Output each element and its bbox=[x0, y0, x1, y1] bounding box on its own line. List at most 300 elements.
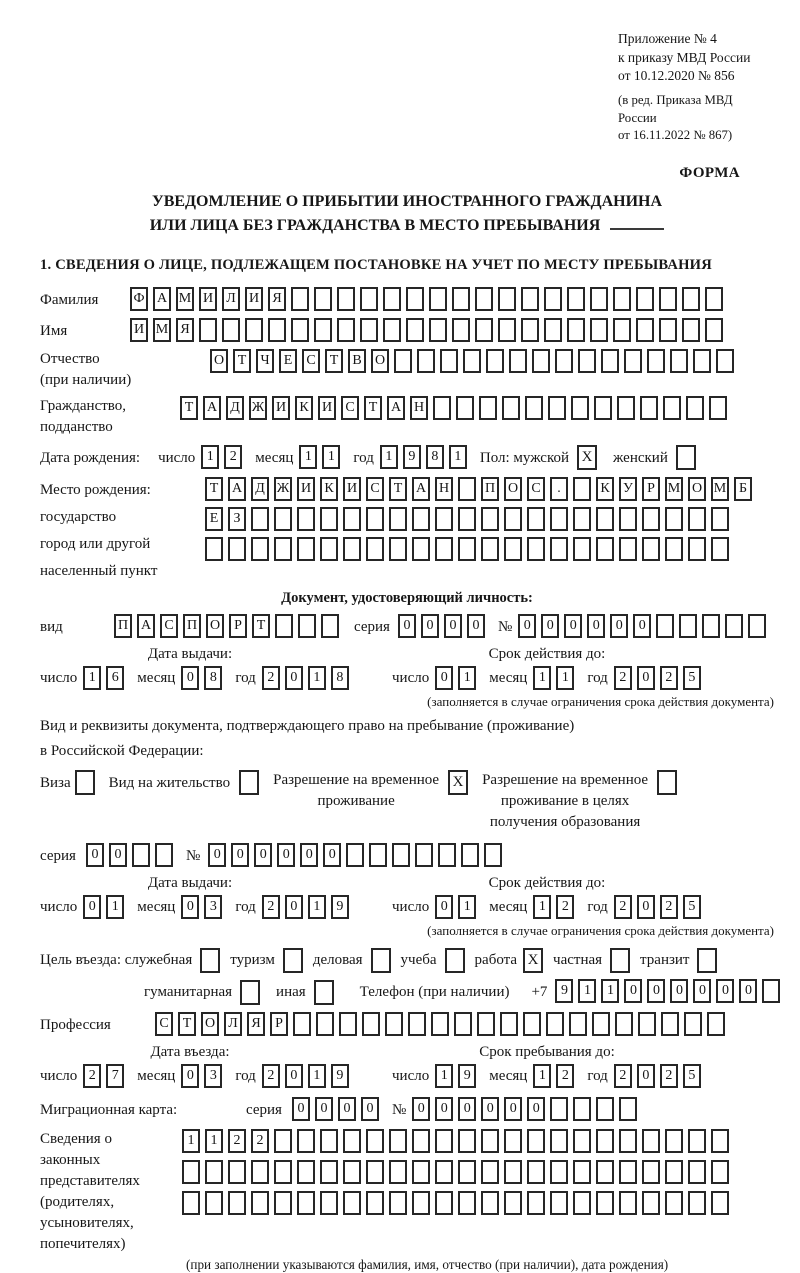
char-cell: Я bbox=[268, 287, 286, 311]
birth-place-block bbox=[40, 477, 774, 585]
purpose-private-checkbox bbox=[610, 948, 630, 973]
purpose-humanitarian-checkbox bbox=[240, 980, 260, 1005]
char-cell: Ч bbox=[256, 349, 274, 373]
char-cell: Т bbox=[233, 349, 251, 373]
char-cell bbox=[716, 349, 734, 373]
char-cell bbox=[663, 396, 681, 420]
char-cell bbox=[394, 349, 412, 373]
char-cell bbox=[132, 843, 150, 867]
char-cell: К bbox=[320, 477, 338, 501]
char-cell: Д bbox=[226, 396, 244, 420]
char-cell: О bbox=[210, 349, 228, 373]
birth-date-row bbox=[40, 445, 774, 471]
char-cell: У bbox=[619, 477, 637, 501]
char-cell bbox=[613, 318, 631, 342]
revision-block bbox=[618, 92, 774, 145]
char-cell: 2 bbox=[228, 1129, 246, 1153]
char-cell bbox=[527, 507, 545, 531]
char-cell: И bbox=[318, 396, 336, 420]
char-cell: Т bbox=[178, 1012, 196, 1036]
char-cell bbox=[688, 1129, 706, 1153]
char-cell: Т bbox=[180, 396, 198, 420]
entry-dates bbox=[40, 1044, 774, 1089]
purpose-transit: транзит bbox=[640, 947, 717, 973]
char-cell bbox=[458, 507, 476, 531]
char-cell: О bbox=[206, 614, 224, 638]
char-cell bbox=[383, 287, 401, 311]
char-cell: 9 bbox=[458, 1064, 476, 1088]
char-cell bbox=[320, 1129, 338, 1153]
entry-day-cells bbox=[83, 1064, 129, 1088]
name-cells bbox=[130, 318, 728, 342]
char-cell: 0 bbox=[647, 979, 665, 1003]
char-cell bbox=[544, 318, 562, 342]
char-cell bbox=[314, 318, 332, 342]
char-cell: 3 bbox=[204, 895, 222, 919]
valid-day-cells bbox=[435, 666, 481, 690]
issue-date-heading: Дата выдачи: bbox=[147, 645, 233, 662]
title-line-1: УВЕДОМЛЕНИЕ О ПРИБЫТИИ ИНОСТРАННОГО ГРАЖДАНИНА bbox=[151, 192, 663, 210]
char-cell: 2 bbox=[224, 445, 242, 469]
temp-residence-label: Разрешение на временное проживание bbox=[273, 772, 440, 810]
char-cell bbox=[509, 349, 527, 373]
char-cell bbox=[417, 349, 435, 373]
migration-series-cells bbox=[292, 1097, 384, 1121]
day-label: число bbox=[158, 449, 196, 466]
char-cell bbox=[435, 1191, 453, 1215]
residence-doc-series-row bbox=[40, 843, 774, 869]
char-cell: 5 bbox=[683, 1064, 701, 1088]
char-cell: 0 bbox=[285, 895, 303, 919]
char-cell: 9 bbox=[555, 979, 573, 1003]
char-cell: 0 bbox=[693, 979, 711, 1003]
char-cell bbox=[251, 507, 269, 531]
char-cell: И bbox=[297, 477, 315, 501]
patronymic-cells bbox=[210, 349, 739, 373]
char-cell bbox=[498, 287, 516, 311]
char-cell bbox=[433, 396, 451, 420]
birth-place-row-2 bbox=[205, 507, 757, 531]
purpose-business-checkbox bbox=[371, 948, 391, 973]
char-cell bbox=[406, 318, 424, 342]
char-cell bbox=[383, 318, 401, 342]
char-cell: 0 bbox=[181, 666, 199, 690]
char-cell bbox=[461, 843, 479, 867]
birth-date-label: Дата рождения: bbox=[40, 449, 141, 466]
char-cell: 0 bbox=[285, 666, 303, 690]
rvp-issue-month-cells bbox=[181, 895, 227, 919]
char-cell bbox=[596, 537, 614, 561]
char-cell bbox=[567, 287, 585, 311]
char-cell bbox=[596, 507, 614, 531]
char-cell bbox=[199, 318, 217, 342]
char-cell: Н bbox=[435, 477, 453, 501]
char-cell bbox=[640, 396, 658, 420]
char-cell: Ж bbox=[274, 477, 292, 501]
char-cell bbox=[408, 1012, 426, 1036]
char-cell bbox=[360, 318, 378, 342]
char-cell bbox=[412, 1191, 430, 1215]
char-cell bbox=[481, 1191, 499, 1215]
char-cell: О bbox=[371, 349, 389, 373]
issue-date-row: число 1 6 месяц 0 8 год 2 0 1 8 bbox=[40, 665, 392, 691]
char-cell bbox=[481, 537, 499, 561]
char-cell bbox=[527, 1191, 545, 1215]
char-cell bbox=[647, 349, 665, 373]
char-cell bbox=[504, 537, 522, 561]
char-cell bbox=[320, 507, 338, 531]
char-cell: О bbox=[688, 477, 706, 501]
char-cell bbox=[707, 1012, 725, 1036]
title-line-2: ИЛИ ЛИЦА БЕЗ ГРАЖДАНСТВА В МЕСТО ПРЕБЫВАНИЯ bbox=[40, 214, 774, 238]
residence-permit-label: Вид на жительство bbox=[108, 775, 231, 792]
char-cell bbox=[679, 614, 697, 638]
stay-until-heading: Срок пребывания до: bbox=[479, 1044, 615, 1061]
issue-day-cells bbox=[83, 666, 129, 690]
rvp-number-cells bbox=[208, 843, 507, 867]
purpose-private: частная bbox=[553, 947, 630, 973]
char-cell bbox=[550, 1191, 568, 1215]
stay-day-cells bbox=[435, 1064, 481, 1088]
char-cell bbox=[205, 1160, 223, 1184]
char-cell bbox=[688, 507, 706, 531]
char-cell: 1 bbox=[322, 445, 340, 469]
char-cell bbox=[573, 1129, 591, 1153]
char-cell bbox=[636, 287, 654, 311]
rvp-issue-row: число 0 1 месяц 0 3 год 2 0 1 9 bbox=[40, 894, 392, 920]
char-cell bbox=[596, 1160, 614, 1184]
char-cell bbox=[366, 507, 384, 531]
rvp-series-label: серия bbox=[40, 848, 76, 865]
char-cell bbox=[601, 349, 619, 373]
char-cell: Т bbox=[364, 396, 382, 420]
char-cell bbox=[532, 349, 550, 373]
char-cell bbox=[682, 318, 700, 342]
char-cell bbox=[573, 507, 591, 531]
char-cell: 0 bbox=[716, 979, 734, 1003]
char-cell bbox=[665, 1160, 683, 1184]
char-cell bbox=[293, 1012, 311, 1036]
char-cell: 0 bbox=[181, 1064, 199, 1088]
visa-checkbox bbox=[75, 770, 95, 795]
char-cell: 2 bbox=[614, 1064, 632, 1088]
char-cell: 0 bbox=[435, 1097, 453, 1121]
purpose-work: работа X bbox=[475, 947, 544, 973]
char-cell bbox=[762, 979, 780, 1003]
char-cell: 8 bbox=[204, 666, 222, 690]
citizenship-cells bbox=[180, 396, 732, 420]
char-cell: 5 bbox=[683, 895, 701, 919]
char-cell: Е bbox=[205, 507, 223, 531]
char-cell bbox=[155, 843, 173, 867]
char-cell bbox=[251, 1191, 269, 1215]
char-cell bbox=[452, 318, 470, 342]
char-cell bbox=[642, 1160, 660, 1184]
char-cell: 0 bbox=[624, 979, 642, 1003]
temp-residence-edu-label: Разрешение на временное проживание в целях получения образования bbox=[482, 772, 649, 831]
char-cell: 0 bbox=[86, 843, 104, 867]
char-cell bbox=[360, 287, 378, 311]
char-cell: 0 bbox=[504, 1097, 522, 1121]
char-cell: 0 bbox=[527, 1097, 545, 1121]
char-cell bbox=[590, 318, 608, 342]
rvp-validity-note: (заполняется в случае ограничения срока действия документа) bbox=[427, 923, 774, 939]
char-cell: С bbox=[341, 396, 359, 420]
char-cell bbox=[314, 287, 332, 311]
char-cell: С bbox=[527, 477, 545, 501]
char-cell: 0 bbox=[83, 895, 101, 919]
char-cell: И bbox=[272, 396, 290, 420]
char-cell bbox=[456, 396, 474, 420]
char-cell bbox=[366, 1160, 384, 1184]
char-cell: 2 bbox=[614, 666, 632, 690]
char-cell bbox=[389, 1191, 407, 1215]
name-row bbox=[40, 318, 774, 344]
birth-year-cells bbox=[380, 445, 472, 469]
char-cell bbox=[527, 1129, 545, 1153]
char-cell bbox=[438, 843, 456, 867]
char-cell: 0 bbox=[458, 1097, 476, 1121]
purpose-business: деловая bbox=[313, 947, 391, 973]
char-cell bbox=[337, 318, 355, 342]
doc-series-cells bbox=[398, 614, 490, 638]
char-cell: 2 bbox=[660, 666, 678, 690]
char-cell: 0 bbox=[633, 614, 651, 638]
char-cell bbox=[245, 318, 263, 342]
char-cell bbox=[392, 843, 410, 867]
char-cell: И bbox=[130, 318, 148, 342]
char-cell bbox=[454, 1012, 472, 1036]
char-cell bbox=[274, 537, 292, 561]
char-cell bbox=[274, 507, 292, 531]
stay-year-cells bbox=[614, 1064, 706, 1088]
char-cell bbox=[458, 1129, 476, 1153]
rvp-valid-year-cells bbox=[614, 895, 706, 919]
purpose-other: иная bbox=[276, 979, 334, 1005]
char-cell: Д bbox=[251, 477, 269, 501]
char-cell: Ф bbox=[130, 287, 148, 311]
patronymic-row bbox=[40, 349, 774, 391]
char-cell: Н bbox=[410, 396, 428, 420]
char-cell bbox=[343, 537, 361, 561]
char-cell bbox=[274, 1191, 292, 1215]
char-cell: 0 bbox=[208, 843, 226, 867]
profession-cells bbox=[155, 1012, 730, 1036]
rvp-number-label: № bbox=[185, 848, 201, 865]
char-cell: А bbox=[387, 396, 405, 420]
issue-month-cells bbox=[181, 666, 227, 690]
char-cell bbox=[320, 1160, 338, 1184]
representatives-block bbox=[40, 1129, 774, 1255]
month-label: месяц bbox=[255, 449, 294, 466]
purpose-transit-checkbox bbox=[697, 948, 717, 973]
char-cell bbox=[182, 1160, 200, 1184]
char-cell bbox=[369, 843, 387, 867]
char-cell bbox=[550, 1097, 568, 1121]
stay-month-cells bbox=[533, 1064, 579, 1088]
char-cell bbox=[337, 287, 355, 311]
char-cell bbox=[481, 1129, 499, 1153]
purpose-row-2 bbox=[144, 979, 774, 1005]
visa-option bbox=[40, 770, 95, 796]
char-cell bbox=[274, 1160, 292, 1184]
char-cell bbox=[590, 287, 608, 311]
char-cell: 1 bbox=[533, 1064, 551, 1088]
char-cell: С bbox=[366, 477, 384, 501]
char-cell: 0 bbox=[670, 979, 688, 1003]
doc-number-cells bbox=[518, 614, 771, 638]
char-cell: З bbox=[228, 507, 246, 531]
char-cell bbox=[458, 477, 476, 501]
char-cell bbox=[504, 1191, 522, 1215]
char-cell bbox=[550, 1129, 568, 1153]
char-cell: 0 bbox=[587, 614, 605, 638]
stay-until-row: число 1 9 месяц 1 2 год 2 0 2 5 bbox=[392, 1063, 774, 1089]
char-cell: 1 bbox=[458, 895, 476, 919]
migration-card-label: Миграционная карта: bbox=[40, 1102, 178, 1119]
gender-male-checkbox: X bbox=[577, 445, 597, 470]
char-cell: К bbox=[295, 396, 313, 420]
char-cell bbox=[389, 537, 407, 561]
char-cell bbox=[619, 537, 637, 561]
char-cell bbox=[343, 1160, 361, 1184]
migration-card-row bbox=[40, 1097, 774, 1123]
char-cell bbox=[431, 1012, 449, 1036]
char-cell bbox=[440, 349, 458, 373]
char-cell: 0 bbox=[181, 895, 199, 919]
char-cell bbox=[205, 537, 223, 561]
purpose-other-checkbox bbox=[314, 980, 334, 1005]
char-cell: Я bbox=[176, 318, 194, 342]
char-cell: Т bbox=[389, 477, 407, 501]
char-cell: А bbox=[203, 396, 221, 420]
appendix-line: Приложение № 4 bbox=[618, 31, 717, 46]
rvp-valid-month-cells bbox=[533, 895, 579, 919]
char-cell: 8 bbox=[426, 445, 444, 469]
char-cell bbox=[412, 1160, 430, 1184]
char-cell bbox=[275, 614, 293, 638]
representatives-row-1 bbox=[182, 1129, 734, 1153]
char-cell: 9 bbox=[331, 1064, 349, 1088]
char-cell: 0 bbox=[292, 1097, 310, 1121]
char-cell bbox=[569, 1012, 587, 1036]
char-cell: 0 bbox=[398, 614, 416, 638]
char-cell bbox=[665, 1129, 683, 1153]
char-cell: Р bbox=[270, 1012, 288, 1036]
char-cell: Б bbox=[734, 477, 752, 501]
valid-year-cells bbox=[614, 666, 706, 690]
char-cell: 2 bbox=[251, 1129, 269, 1153]
char-cell: В bbox=[348, 349, 366, 373]
representatives-cells bbox=[182, 1129, 734, 1215]
char-cell: Л bbox=[224, 1012, 242, 1036]
char-cell: И bbox=[343, 477, 361, 501]
residence-permit-checkbox bbox=[239, 770, 259, 795]
char-cell: 1 bbox=[308, 1064, 326, 1088]
char-cell: 1 bbox=[533, 895, 551, 919]
char-cell: Я bbox=[247, 1012, 265, 1036]
char-cell bbox=[504, 1160, 522, 1184]
name-label: Имя bbox=[40, 322, 68, 339]
char-cell bbox=[617, 396, 635, 420]
char-cell bbox=[339, 1012, 357, 1036]
char-cell bbox=[435, 1129, 453, 1153]
char-cell bbox=[705, 287, 723, 311]
char-cell: 0 bbox=[412, 1097, 430, 1121]
appendix-line: от 10.12.2020 № 856 bbox=[618, 68, 735, 84]
char-cell: М bbox=[711, 477, 729, 501]
birth-month-cells bbox=[299, 445, 345, 469]
char-cell bbox=[682, 287, 700, 311]
char-cell: П bbox=[114, 614, 132, 638]
patronymic-label: Отчество (при наличии) bbox=[40, 350, 132, 388]
char-cell bbox=[297, 1160, 315, 1184]
char-cell bbox=[366, 1129, 384, 1153]
char-cell bbox=[665, 507, 683, 531]
char-cell bbox=[486, 349, 504, 373]
char-cell bbox=[435, 537, 453, 561]
char-cell bbox=[555, 349, 573, 373]
char-cell bbox=[578, 349, 596, 373]
char-cell: О bbox=[504, 477, 522, 501]
char-cell bbox=[709, 396, 727, 420]
char-cell: 0 bbox=[300, 843, 318, 867]
entry-year-cells bbox=[262, 1064, 354, 1088]
revision-line: (в ред. Приказа МВД России bbox=[618, 92, 733, 125]
char-cell: 0 bbox=[231, 843, 249, 867]
char-cell bbox=[670, 349, 688, 373]
valid-until-row: число 0 1 месяц 1 1 год 2 0 2 5 bbox=[392, 665, 774, 691]
char-cell bbox=[594, 396, 612, 420]
char-cell: 7 bbox=[106, 1064, 124, 1088]
char-cell: С bbox=[160, 614, 178, 638]
char-cell: . bbox=[550, 477, 568, 501]
migration-number-label: № bbox=[391, 1102, 407, 1119]
char-cell bbox=[711, 1160, 729, 1184]
identity-doc-heading: Документ, удостоверяющий личность: bbox=[281, 589, 533, 606]
char-cell bbox=[412, 507, 430, 531]
char-cell bbox=[498, 318, 516, 342]
char-cell: 0 bbox=[637, 895, 655, 919]
char-cell bbox=[389, 1160, 407, 1184]
char-cell bbox=[619, 1129, 637, 1153]
year-label: год bbox=[353, 449, 374, 466]
char-cell bbox=[504, 1129, 522, 1153]
char-cell bbox=[546, 1012, 564, 1036]
purpose-humanitarian: гуманитарная bbox=[144, 979, 260, 1005]
char-cell: К bbox=[596, 477, 614, 501]
char-cell bbox=[458, 1191, 476, 1215]
char-cell bbox=[346, 843, 364, 867]
char-cell: А bbox=[153, 287, 171, 311]
validity-note: (заполняется в случае ограничения срока действия документа) bbox=[427, 693, 774, 709]
char-cell: 1 bbox=[308, 666, 326, 690]
char-cell: 0 bbox=[323, 843, 341, 867]
char-cell bbox=[251, 537, 269, 561]
char-cell: М bbox=[176, 287, 194, 311]
surname-cells bbox=[130, 287, 728, 311]
char-cell bbox=[527, 1160, 545, 1184]
representatives-row-3 bbox=[182, 1191, 734, 1215]
temp-residence-edu-checkbox bbox=[657, 770, 677, 795]
char-cell: 0 bbox=[444, 614, 462, 638]
char-cell: 0 bbox=[564, 614, 582, 638]
char-cell bbox=[297, 1191, 315, 1215]
char-cell bbox=[458, 537, 476, 561]
char-cell: И bbox=[199, 287, 217, 311]
char-cell: 1 bbox=[299, 445, 317, 469]
char-cell: Е bbox=[279, 349, 297, 373]
